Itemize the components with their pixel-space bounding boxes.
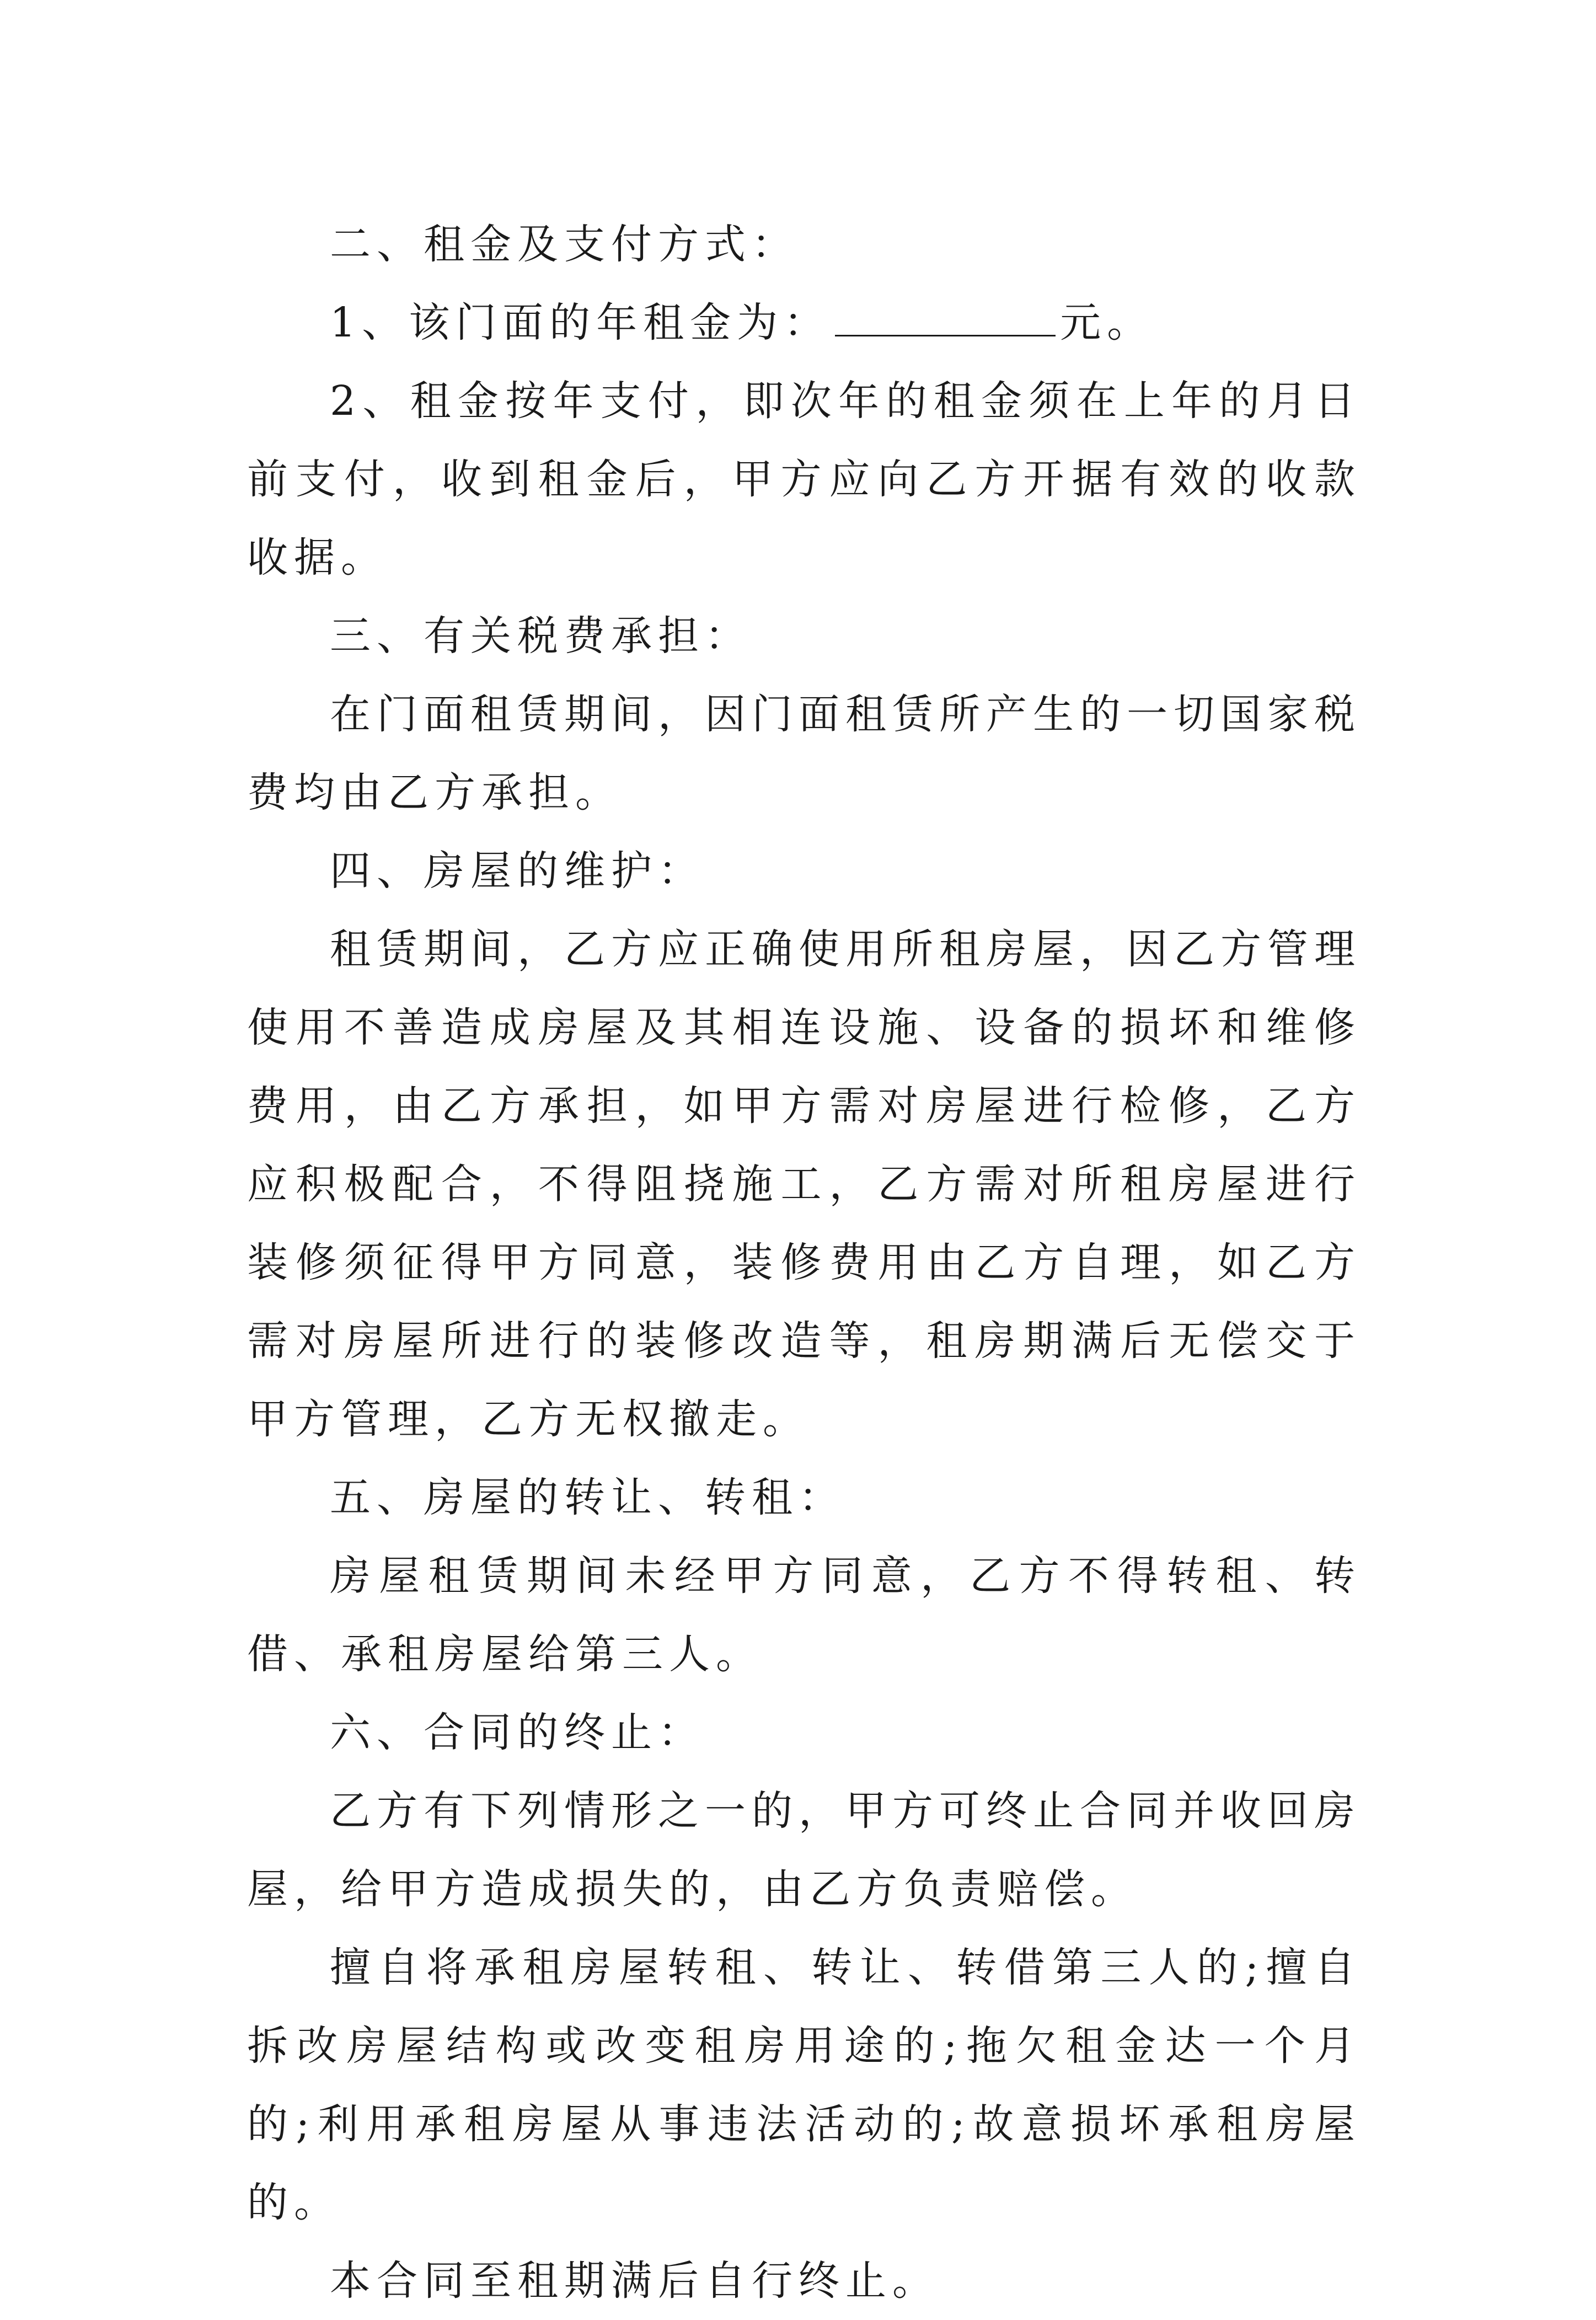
section-heading-transfer: 五、房屋的转让、转租： xyxy=(330,1474,845,1521)
section-heading-rent: 二、租金及支付方式： xyxy=(330,221,799,268)
rent-payment-paragraph: 2、租金按年支付，即次年的租金须在上年的月日前支付，收到租金后，甲方应向乙方开据有效的收款收据。 xyxy=(247,377,1361,581)
rent-amount-label: 1、该门面的年租金为： xyxy=(330,299,831,346)
rent-amount-paragraph xyxy=(247,284,1361,362)
section-heading-termination: 六、合同的终止： xyxy=(330,1709,705,1756)
document-body xyxy=(247,205,1361,2320)
termination-paragraph: 乙方有下列情形之一的，甲方可终止合同并收回房屋，给甲方造成损失的，由乙方负责赔偿。 xyxy=(247,1787,1361,1913)
taxes-paragraph: 在门面租赁期间，因门面租赁所产生的一切国家税费均由乙方承担。 xyxy=(247,691,1361,816)
maintenance-paragraph: 租赁期间，乙方应正确使用所租房屋，因乙方管理使用不善造成房屋及其相连设施、设备的损坏和维修费用，由乙方承担，如甲方需对房屋进行检修，乙方应积极配合，不得阻挠施工，乙方需对所租房屋进行装修须征得甲方同意，装修费用由乙方自理，如乙方需对房屋所进行的装修改造等，租房期满后无偿交于甲方管理，乙方无权撤走。 xyxy=(247,926,1361,1443)
contract-end-paragraph: 本合同至租期满后自行终止。 xyxy=(330,2257,939,2305)
termination-conditions-paragraph: 擅自将承租房屋转租、转让、转借第三人的;擅自拆改房屋结构或改变租房用途的;拖欠租金达一个月的;利用承租房屋从事违法活动的;故意损坏承租房屋的。 xyxy=(247,1944,1361,2226)
section-heading-maintenance: 四、房屋的维护： xyxy=(330,847,705,895)
rent-amount-unit: 元。 xyxy=(1060,299,1154,346)
rent-amount-blank xyxy=(835,302,1056,336)
section-heading-taxes: 三、有关税费承担： xyxy=(330,612,752,660)
transfer-paragraph: 房屋租赁期间未经甲方同意，乙方不得转租、转借、承租房屋给第三人。 xyxy=(247,1552,1361,1678)
